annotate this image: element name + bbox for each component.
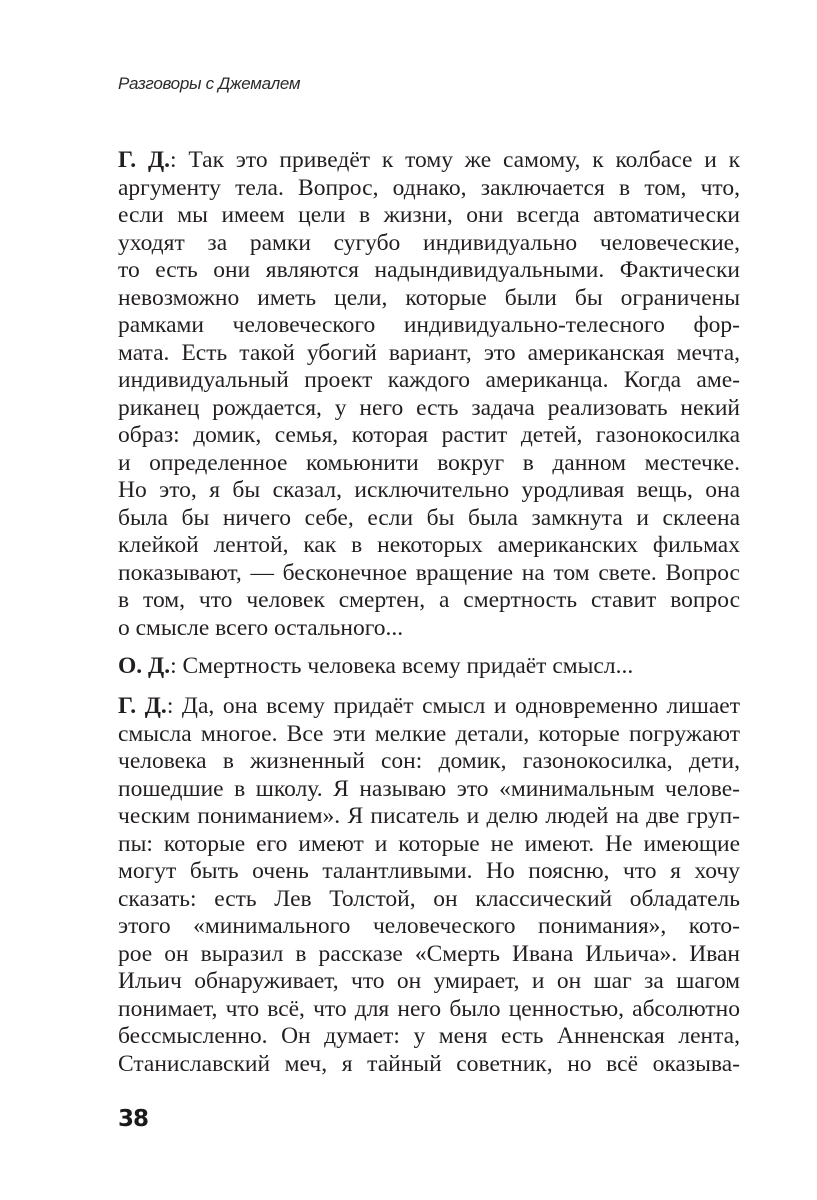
running-title: Разговоры с Джемалем [118,74,301,93]
line-text: понимает, что всё, что для него было ценностью, абсолютно [118,995,740,1022]
text-line [118,367,740,395]
line-text: показывают, — бесконечное вращение на том свете. Вопрос [118,559,740,586]
speaker-label: Г. Д. [118,693,167,719]
line-text: аргументу тела. Вопрос, однако, заключается в том, что, [118,174,740,201]
line-text: пошедшие в школу. Я называю это «минимальным челове- [118,775,740,802]
text-line [118,340,740,368]
speaker-label: О. Д. [118,653,171,679]
dialogue-paragraph [118,693,740,1078]
text-line [118,653,740,681]
text-line [118,147,740,175]
text-line [118,587,740,615]
text-line [118,477,740,505]
line-text: человека в жизненный сон: домик, газонокосилка, дети, [118,748,740,774]
speaker-label: Г. Д. [118,147,171,173]
text-line [118,257,740,285]
text-line [118,1051,740,1079]
line-text: : Так это приведёт к тому же самому, к колбасе и к [170,147,740,173]
text-line [118,505,740,533]
text-line [118,776,740,804]
text-line [118,450,740,478]
line-text: невозможно иметь цели, которые были бы ограничены [118,284,740,311]
text-line [118,913,740,941]
line-text: ческим пониманием». Я писатель и делю людей на две груп- [118,803,740,829]
text-line [118,1023,740,1051]
line-text: образ: домик, семья, которая растит детей, газонокосилка [118,422,740,448]
line-text: бессмысленно. Он думает: у меня есть Анненская лента, [118,1023,740,1049]
line-text: если мы имеем цели в жизни, они всегда автоматически [118,202,740,228]
text-line [118,941,740,969]
line-text: Но это, я бы сказал, исключительно уродливая вещь, она [118,477,740,503]
line-text: то есть они являются надындивидуальными. Фактически [118,257,740,283]
line-text: : Да, она всему придаёт смысл и одновременно лишает [166,693,741,719]
line-text: о смысле всего остального... [118,614,404,641]
dialogue-paragraph [118,653,740,681]
text-line [118,803,740,831]
dialogue-paragraph [118,147,740,642]
text-line [118,560,740,588]
text-line [118,858,740,886]
text-line [118,721,740,749]
text-line [118,175,740,203]
line-text: риканец рождается, у него есть задача реализовать некий [118,394,740,421]
line-text: клейкой лентой, как в некоторых американских фильмах [118,532,740,558]
line-text: Ильич обнаруживает, что он умирает, и он шаг за шагом [118,968,740,994]
line-text: рамками человеческого индивидуально-телесного фор- [118,312,740,338]
text-line [118,312,740,340]
text-line [118,831,740,859]
line-text: Станиславский меч, я тайный советник, но всё оказыва- [118,1050,740,1077]
line-text: этого «минимального человеческого понимания», кото- [118,913,740,939]
line-text: индивидуальный проект каждого американца. Когда аме- [118,367,740,393]
line-text: могут быть очень талантливыми. Но поясню, что я хочу [118,858,740,884]
text-line [118,615,740,643]
line-text: рое он выразил в рассказе «Смерть Ивана Ильича». Иван [118,940,740,967]
text-line [118,422,740,450]
line-text: была бы ничего себе, если бы была замкнута и склеена [118,504,740,531]
text-line [118,202,740,230]
line-text: : Смертность человека всему придаёт смысл... [170,653,634,679]
text-line [118,230,740,258]
text-line [118,968,740,996]
text-line [118,532,740,560]
text-line [118,748,740,776]
page-number: 38 [118,1106,149,1132]
line-text: мата. Есть такой убогий вариант, это американская мечта, [118,339,740,366]
text-line [118,395,740,423]
line-text: смысла многое. Все эти мелкие детали, которые погружают [118,720,740,747]
text-line [118,285,740,313]
text-line [118,996,740,1024]
line-text: пы: которые его имеют и которые не имеют. Не имеющие [118,830,740,857]
line-text: сказать: есть Лев Толстой, он классический обладатель [118,885,740,912]
text-line [118,693,740,721]
line-text: уходят за рамки сугубо индивидуально человеческие, [118,229,740,256]
text-line [118,886,740,914]
line-text: в том, что человек смертен, а смертность ставит вопрос [118,587,740,613]
line-text: и определенное комьюнити вокруг в данном местечке. [118,449,740,476]
